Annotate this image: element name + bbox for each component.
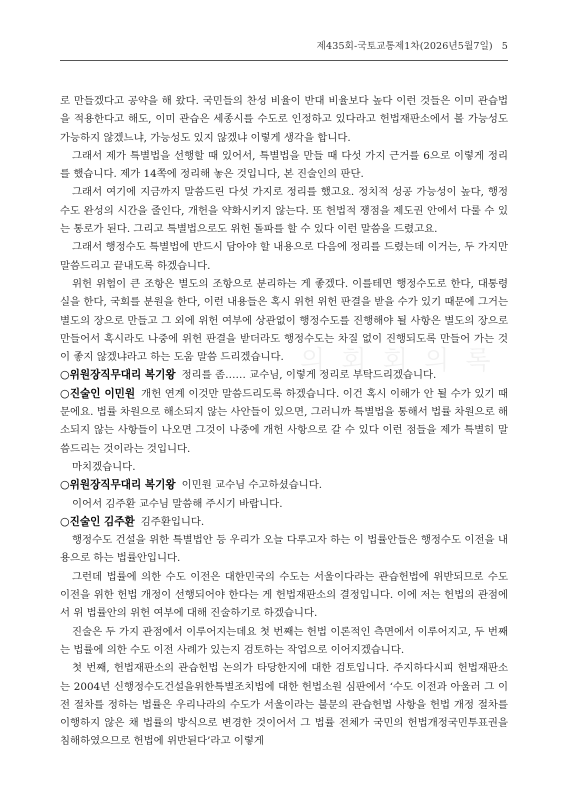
speaker-mark: ○ — [60, 386, 70, 400]
paragraph: 그래서 제가 특별법을 선행할 때 있어서, 특별법을 만들 때 다섯 가지 근거를 6으로 이렇게 정리를 했습니다. 제가 14쪽에 정리해 놓은 것입니다, 본 진술인의 판단. — [60, 149, 508, 181]
speaker-turn — [60, 385, 508, 458]
speaker-name: 진술인 김주환 — [69, 515, 135, 528]
paragraph: 그래서 여기에 지금까지 말씀드린 다섯 가지로 정리를 했고요. 정치적 성공 가능성이 높다, 행정수도 완성의 시간을 줄인다, 개헌을 약화시키지 않는다. 또 헌법적 쟁점을 제도권 안에서 다룰 수 있는 통로가 된다. 그리고 특별법으로도 위헌 돌파를 할 수 있다 이런 말씀을 드렸고요. — [60, 186, 508, 236]
speech-text: 이민원 교수님 수고하셨습니다. — [181, 479, 323, 492]
speaker-turn — [60, 366, 508, 384]
paragraph: 로 만들겠다고 공약을 해 왔다. 국민들의 찬성 비율이 반대 비율보다 높다 이런 것들은 이미 관습법을 적용한다고 해도, 이미 관습은 세종시를 수도로 인정하고 있다라고 헌법재판소에서 볼 가능성도 가능하지 않겠느냐, 가능성도 있지 않겠냐 이렇게 생각을 합니다. — [60, 95, 508, 144]
watermark: 의 회 회 의 록 — [300, 346, 495, 376]
paragraph: 진술은 두 가지 관점에서 이루어지는데요 첫 번째는 헌법 이론적인 측면에서 이루어지고, 두 번째는 법률에 의한 수도 이전 사례가 있는지 검토하는 작업으로 이어지겠습니다. — [60, 625, 508, 656]
speaker-name: 진술인 이민원 — [69, 387, 136, 400]
page-header — [317, 38, 508, 52]
speech-text: 정리를 좀…… 교수님, 이렇게 정리로 부탁드리겠습니다. — [181, 369, 437, 382]
paragraph: 행정수도 건설을 위한 특별법안 등 우리가 오늘 다루고자 하는 이 법률안들은 행정수도 이전을 내용으로 하는 법률안입니다. — [60, 534, 508, 565]
speech-text: 김주환입니다. — [140, 515, 205, 528]
speaker-turn — [60, 476, 508, 494]
paragraph: 첫 번째, 헌법재판소의 관습헌법 논의가 타당한지에 대한 검토입니다. 주지하다시피 헌법재판소는 2004년 신행정수도건설을위한특별조치법에 대한 헌법소원 심판에서 ‘수도 이전과 아울러 그 이전 절차를 정하는 법률은 우리나라의 수도가 서울이라는 불문의 관습헌법 사항을 헌법 개정 절차를 이행하지 않은 채 법률의 방식으로 변경한 것이어서 그 법률 전체가 국민의 헌법개정국민투표권을 침해하였으므로 헌법에 위반된다’라고 이렇게 — [60, 662, 508, 748]
speaker-mark: ○ — [60, 514, 70, 528]
paragraph: 그런데 법률에 의한 수도 이전은 대한민국의 수도는 서울이다라는 관습헌법에 위반되므로 수도 이전을 위한 헌법 개정이 선행되어야 한다는 게 헌법재판소의 결정입니다. 이에 저는 헌법의 관점에서 위 법률안의 위헌 여부에 대해 진술하기로 하겠습니다. — [60, 570, 508, 620]
speaker-mark: ○ — [60, 478, 70, 492]
speech-text: 개헌 연계 이것만 말씀드리도록 하겠습니다. 이건 혹시 이해가 안 될 수가 있기 때문에요. 법률 차원으로 해소되지 않는 사안들이 있으면, 그러니까 특별법을 통해서 법률 차원으로 해소되지 않는 사항들이 나오면 그것이 나중에 개헌 사항으로 갈 수 있다 이런 점들을 제가 특별히 말씀드리는 것이라는 것입니다. — [60, 387, 508, 455]
paragraph: 마치겠습니다. — [72, 460, 136, 473]
header-rule — [60, 60, 508, 61]
session-info: 제435회-국토교통제1차(2026년5월7일) — [316, 41, 493, 52]
paragraph: 그래서 행정수도 특별법에 반드시 담아야 할 내용으로 다음에 정리를 드렸는데 이거는, 두 가지만 말씀드리고 끝내도록 하겠습니다. — [60, 241, 508, 272]
paragraph: 위헌 위험이 큰 조항은 별도의 조항으로 분리하는 게 좋겠다. 이를테면 행정수도로 한다, 대통령실을 한다, 국회를 분원을 한다, 이런 내용들은 혹시 위헌 위헌 판결을 받을 수가 있기 때문에 그거는 별도의 장으로 만들고 그 외에 위헌 여부에 상관없이 행정수도를 진행해야 될 사항은 별도의 장으로 만들어서 혹시라도 나중에 위헌 판결을 받더라도 행정수도는 차질 없이 진행되도록 만들어 가는 것이 좋지 않겠냐라고 하는 도움 말씀 드리겠습니다. — [60, 277, 508, 364]
speaker-mark: ○ — [60, 368, 70, 382]
page-number: 5 — [501, 41, 508, 52]
speaker-turn — [60, 513, 508, 531]
transcript-body — [60, 92, 508, 751]
speaker-name: 위원장직무대리 복기왕 — [69, 479, 176, 492]
speaker-name: 위원장직무대리 복기왕 — [69, 369, 176, 382]
paragraph: 이어서 김주환 교수님 말씀해 주시기 바랍니다. — [72, 497, 283, 510]
